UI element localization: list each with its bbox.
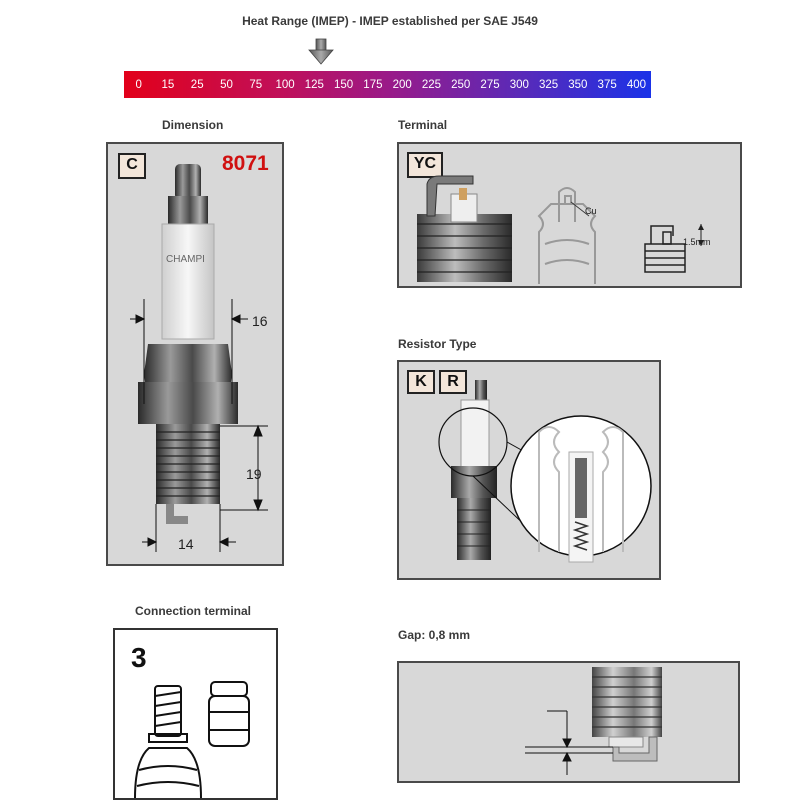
connection-heading: Connection terminal: [135, 604, 252, 618]
heat-range-tick: 50: [220, 78, 233, 91]
brand-text: CHAMPI: [166, 254, 205, 265]
heat-range-tick: 15: [161, 78, 175, 91]
gap-heading: Gap: 0,8 mm: [398, 628, 471, 642]
heat-range-tick: 200: [392, 78, 412, 91]
heat-range-tick: 125: [304, 78, 324, 91]
terminal-electrode-images: [399, 144, 740, 286]
heat-range-tick: 100: [275, 78, 295, 91]
heat-range-tick: 325: [538, 78, 559, 91]
connection-number: 3: [131, 642, 147, 673]
dim-thread-length-label: 19: [246, 466, 262, 482]
resistor-plug-image: [399, 362, 659, 578]
spark-plug-image: [108, 144, 282, 564]
heat-range-tick: 375: [597, 78, 617, 91]
gap-plug-image: [399, 663, 738, 781]
dimension-heading: Dimension: [162, 118, 224, 132]
dim-hex-label: 16: [252, 313, 268, 329]
heat-range-tick: 250: [451, 78, 471, 91]
gap-measure-label: 1.5mm: [683, 237, 711, 247]
resistor-tag-r: R: [439, 370, 467, 394]
heat-range-tick: 0: [135, 78, 142, 91]
heat-range-tick: 175: [363, 78, 383, 91]
heat-range-tick: 400: [626, 78, 647, 91]
resistor-tag-k: K: [407, 370, 435, 394]
heat-range-tick: 300: [509, 78, 529, 91]
gap-panel: [397, 661, 740, 783]
heat-range-tick: 350: [568, 78, 588, 91]
heat-range-scale: [124, 71, 651, 98]
terminal-heading: Terminal: [398, 118, 448, 132]
heat-range-tick: 75: [249, 78, 263, 91]
down-arrow-icon: [307, 38, 335, 66]
resistor-heading: Resistor Type: [398, 337, 477, 351]
terminal-panel: [397, 142, 742, 288]
terminal-tag: YC: [407, 152, 443, 178]
part-number: 8071: [222, 152, 269, 175]
resistor-panel: [397, 360, 661, 580]
heat-range-title: Heat Range (IMEP) - IMEP established per SAE J549: [242, 14, 538, 28]
heat-range-tick: 150: [334, 78, 354, 91]
connection-terminal-image: [115, 630, 276, 798]
connection-panel: [113, 628, 278, 800]
heat-range-tick: 275: [480, 78, 500, 91]
dim-thread-diameter-label: 14: [178, 536, 194, 552]
dimension-panel: [106, 142, 284, 566]
heat-range-tick: 225: [421, 78, 442, 91]
dimension-tag: C: [118, 153, 146, 179]
cu-label: Cu: [585, 206, 597, 216]
heat-range-tick: 25: [190, 78, 204, 91]
